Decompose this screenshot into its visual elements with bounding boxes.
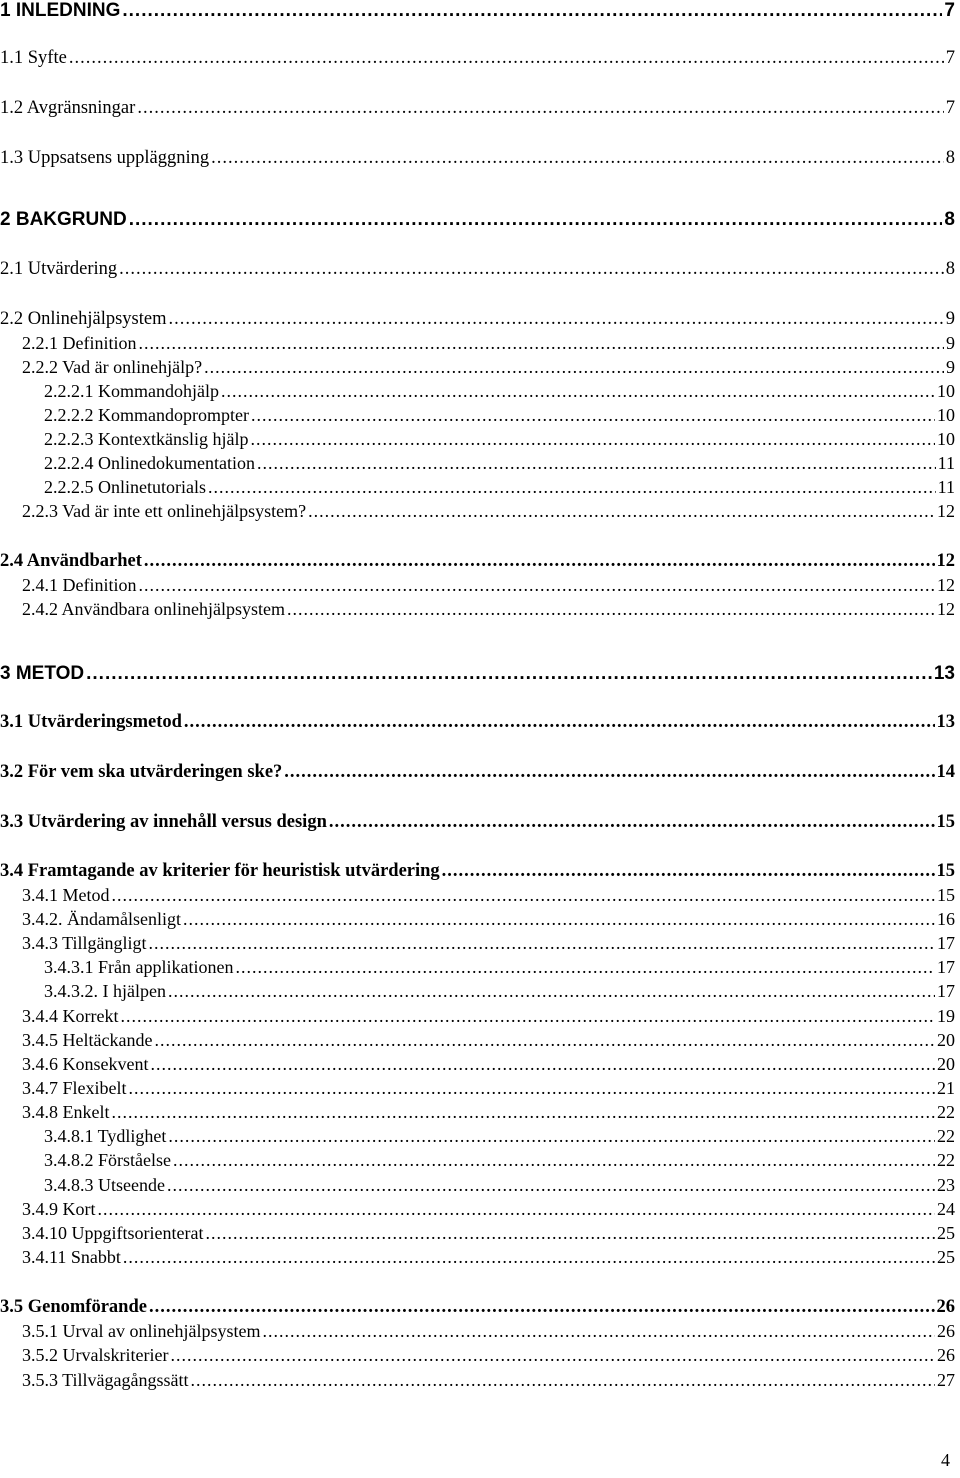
toc-leader — [251, 405, 935, 426]
toc-leader — [257, 453, 936, 474]
toc-entry[interactable] — [0, 48, 955, 74]
toc-leader — [329, 812, 935, 833]
toc-leader — [123, 1247, 935, 1268]
toc-entry[interactable] — [22, 1199, 955, 1225]
toc-entry[interactable] — [44, 981, 955, 1007]
toc-leader — [139, 333, 945, 354]
toc-page: 8 — [945, 148, 955, 168]
page-number: 4 — [941, 1450, 950, 1470]
toc-page: 9 — [946, 333, 955, 353]
toc-label: 3.4 Framtagande av kriterier för heuristisk utvärdering — [0, 861, 440, 881]
toc-page: 12 — [936, 551, 955, 571]
toc-leader — [154, 1030, 935, 1051]
toc-leader — [168, 1126, 935, 1147]
toc-page: 25 — [937, 1223, 955, 1243]
toc-leader — [287, 599, 935, 620]
toc-leader — [137, 98, 943, 119]
toc-page: 7 — [945, 48, 955, 68]
toc-label: 2.2.2 Vad är onlinehjälp? — [22, 357, 203, 377]
toc-page: 9 — [946, 357, 955, 377]
toc-leader — [69, 48, 944, 69]
toc-leader — [211, 148, 944, 169]
toc-entry[interactable] — [44, 429, 955, 455]
toc-entry[interactable] — [44, 453, 955, 479]
toc-entry[interactable] — [22, 575, 955, 601]
toc-entry[interactable] — [22, 1030, 955, 1056]
toc-label: 2.2.2.3 Kontextkänslig hjälp — [44, 429, 249, 449]
toc-page: 9 — [945, 309, 955, 329]
toc-entry[interactable] — [44, 957, 955, 983]
toc-leader — [167, 1175, 935, 1196]
toc-entry[interactable] — [22, 1102, 955, 1128]
toc-label: 3.4.10 Uppgiftsorienterat — [22, 1223, 204, 1243]
toc-page: 10 — [937, 405, 955, 425]
toc-leader — [208, 477, 936, 498]
toc-entry[interactable] — [44, 1175, 955, 1201]
toc-page: 17 — [937, 957, 955, 977]
toc-page: 17 — [937, 981, 955, 1001]
toc-leader — [250, 429, 935, 450]
toc-leader — [170, 1345, 935, 1366]
toc-leader — [149, 1297, 935, 1318]
toc-label: 3.4.3.1 Från applikationen — [44, 957, 234, 977]
toc-label: 3.4.9 Kort — [22, 1199, 96, 1219]
toc-page: 10 — [937, 429, 955, 449]
toc-leader — [119, 259, 944, 280]
toc-label: 2.2.2.5 Onlinetutorials — [44, 477, 206, 497]
toc-page: 23 — [937, 1175, 955, 1195]
toc-page: 20 — [937, 1054, 955, 1074]
toc-label: 1.2 Avgränsningar — [0, 98, 136, 118]
toc-page: 27 — [937, 1370, 955, 1390]
toc-entry[interactable] — [22, 1247, 955, 1273]
toc-leader — [184, 712, 935, 733]
toc-label: 2.2 Onlinehjälpsystem — [0, 309, 167, 329]
toc-entry[interactable] — [0, 812, 955, 838]
toc-entry[interactable] — [22, 1345, 955, 1371]
toc-leader — [284, 762, 934, 783]
toc-leader — [98, 1199, 936, 1220]
toc-leader — [150, 1054, 935, 1075]
toc-entry[interactable] — [0, 309, 955, 335]
toc-label: 3 METOD — [0, 663, 85, 684]
toc-entry[interactable] — [44, 381, 955, 407]
toc-label: 1 INLEDNING — [0, 0, 121, 21]
toc-leader — [235, 957, 935, 978]
toc-page: 12 — [937, 599, 955, 619]
toc-entry[interactable] — [22, 1054, 955, 1080]
toc-leader — [112, 885, 936, 906]
toc-entry[interactable] — [0, 1297, 955, 1323]
toc-leader — [191, 1370, 935, 1391]
toc-entry[interactable] — [44, 405, 955, 431]
toc-entry[interactable] — [22, 1321, 955, 1347]
toc-entry[interactable] — [22, 501, 955, 527]
toc-leader — [129, 209, 943, 231]
toc-label: 3.4.8 Enkelt — [22, 1102, 110, 1122]
toc-page: 20 — [937, 1030, 955, 1050]
toc-entry[interactable] — [22, 357, 955, 383]
toc-label: 3.1 Utvärderingsmetod — [0, 712, 182, 732]
toc-page: 16 — [937, 909, 955, 929]
toc-leader — [139, 575, 936, 596]
toc-leader — [205, 1223, 935, 1244]
toc-leader — [149, 933, 935, 954]
toc-label: 3.4.8.1 Tydlighet — [44, 1126, 167, 1146]
toc-page: 10 — [937, 381, 955, 401]
toc-page: 12 — [937, 575, 955, 595]
toc-label: 2.4.2 Användbara onlinehjälpsystem — [22, 599, 285, 619]
toc-label: 2.2.3 Vad är inte ett onlinehjälpsystem? — [22, 501, 307, 521]
toc-entry[interactable] — [0, 551, 955, 577]
toc-page: 22 — [937, 1126, 955, 1146]
toc-label: 3.5.3 Tillvägagångssätt — [22, 1370, 189, 1390]
toc-label: 1.3 Uppsatsens uppläggning — [0, 148, 210, 168]
toc-leader — [86, 663, 932, 685]
toc-leader — [442, 861, 935, 882]
toc-entry[interactable] — [22, 885, 955, 911]
toc-entry[interactable] — [0, 762, 955, 788]
toc-label: 2.2.2.1 Kommandohjälp — [44, 381, 219, 401]
toc-label: 3.4.2. Ändamålsenligt — [22, 909, 181, 929]
toc-leader — [168, 309, 943, 330]
toc-entry[interactable] — [22, 1370, 955, 1396]
toc-entry[interactable] — [44, 1126, 955, 1152]
toc-entry[interactable] — [22, 1078, 955, 1104]
toc-label: 3.2 För vem ska utvärderingen ske? — [0, 762, 283, 782]
toc-page: 22 — [937, 1150, 955, 1170]
toc-page: 11 — [937, 453, 955, 473]
toc-label: 3.4.3 Tillgängligt — [22, 933, 147, 953]
toc-leader — [120, 1006, 935, 1027]
toc-leader — [204, 357, 944, 378]
toc-leader — [168, 981, 935, 1002]
toc-entry[interactable] — [22, 1223, 955, 1249]
toc-entry[interactable] — [44, 1150, 955, 1176]
toc-entry[interactable] — [22, 333, 955, 359]
toc-page: 11 — [937, 477, 955, 497]
toc-label: 2.2.1 Definition — [22, 333, 137, 353]
toc-page: 24 — [937, 1199, 955, 1219]
toc-page: 17 — [937, 933, 955, 953]
toc-page: 7 — [944, 0, 955, 21]
toc-page: 25 — [937, 1247, 955, 1267]
toc-label: 3.4.1 Metod — [22, 885, 110, 905]
toc-leader — [144, 551, 935, 572]
toc-page: 22 — [937, 1102, 955, 1122]
toc-page: 26 — [937, 1345, 955, 1365]
toc-leader — [221, 381, 935, 402]
toc-leader — [173, 1150, 935, 1171]
toc-entry[interactable] — [0, 861, 955, 887]
toc-entry[interactable] — [22, 1006, 955, 1032]
toc-page: 21 — [937, 1078, 955, 1098]
toc-label: 3.4.4 Korrekt — [22, 1006, 119, 1026]
toc-page: 26 — [936, 1297, 955, 1317]
toc-leader — [183, 909, 935, 930]
toc-leader — [262, 1321, 935, 1342]
toc-label: 3.4.3.2. I hjälpen — [44, 981, 166, 1001]
toc-leader — [308, 501, 935, 522]
toc-label: 3.4.8.2 Förståelse — [44, 1150, 171, 1170]
toc-entry[interactable] — [22, 599, 955, 625]
toc-page: 15 — [936, 812, 955, 832]
toc-page: 13 — [936, 712, 955, 732]
toc-leader — [122, 0, 942, 22]
toc-page: 19 — [937, 1006, 955, 1026]
toc-label: 2.1 Utvärdering — [0, 259, 118, 279]
toc-page: 8 — [945, 259, 955, 279]
toc-entry[interactable] — [0, 663, 955, 689]
toc-page: 13 — [933, 663, 955, 684]
toc-leader — [129, 1078, 936, 1099]
toc-page: 12 — [937, 501, 955, 521]
toc-label: 3.5.2 Urvalskriterier — [22, 1345, 169, 1365]
toc-page: 7 — [945, 98, 955, 118]
toc-label: 2 BAKGRUND — [0, 209, 127, 230]
toc-label: 3.4.11 Snabbt — [22, 1247, 121, 1267]
toc-label: 3.4.8.3 Utseende — [44, 1175, 165, 1195]
toc-entry[interactable] — [22, 933, 955, 959]
toc-label: 3.4.5 Heltäckande — [22, 1030, 153, 1050]
toc-label: 3.4.7 Flexibelt — [22, 1078, 127, 1098]
toc-label: 3.5.1 Urval av onlinehjälpsystem — [22, 1321, 261, 1341]
toc-entry[interactable] — [22, 909, 955, 935]
toc-page: 8 — [944, 209, 955, 230]
toc-label: 3.5 Genomförande — [0, 1297, 147, 1317]
toc-page: 15 — [936, 861, 955, 881]
toc-label: 3.4.6 Konsekvent — [22, 1054, 149, 1074]
toc-label: 1.1 Syfte — [0, 48, 67, 68]
toc-entry[interactable] — [0, 0, 955, 26]
toc-entry[interactable] — [44, 477, 955, 503]
toc-label: 3.3 Utvärdering av innehåll versus design — [0, 812, 327, 832]
toc-page: 14 — [936, 762, 955, 782]
toc-entry[interactable] — [0, 259, 955, 285]
toc-label: 2.2.2.2 Kommandoprompter — [44, 405, 249, 425]
toc-label: 2.4 Användbarhet — [0, 551, 142, 571]
toc-page: 15 — [937, 885, 955, 905]
toc-entry[interactable] — [0, 209, 955, 235]
toc-entry[interactable] — [0, 98, 955, 124]
toc-leader — [112, 1102, 936, 1123]
toc-label: 2.4.1 Definition — [22, 575, 137, 595]
toc-label: 2.2.2.4 Onlinedokumentation — [44, 453, 255, 473]
toc-entry[interactable] — [0, 712, 955, 738]
toc-entry[interactable] — [0, 148, 955, 174]
toc-page: 26 — [937, 1321, 955, 1341]
